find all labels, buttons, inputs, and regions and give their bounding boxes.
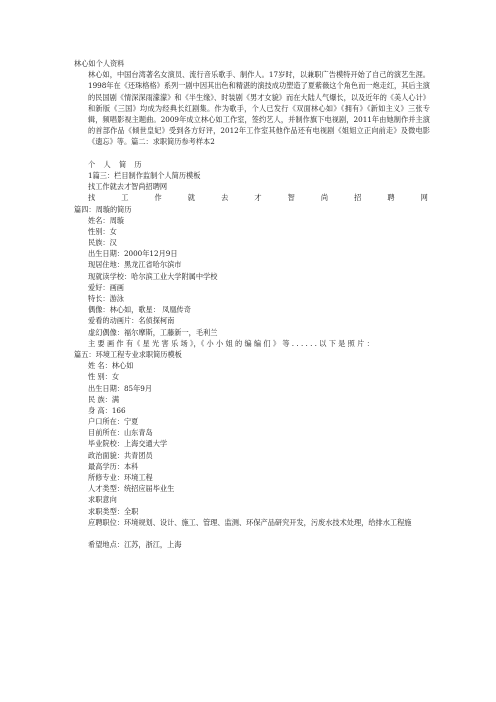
job-site-char: 尚: [320, 193, 329, 203]
profile2-item: 毕业院校：上海交通大学: [88, 439, 168, 449]
job-site-char: 智: [287, 193, 295, 203]
job-site-char: 去: [221, 193, 229, 203]
profile2-item: 民 族：满: [88, 394, 120, 404]
profile1-item: 出生日期：2000年12月9日: [88, 249, 178, 259]
profile1-item: 爱看的动画片：名侦探柯南: [88, 316, 175, 326]
bio-paragraph: 林心如，中国台湾著名女演员、流行音乐歌手、制作人。17岁时，以兼职广告模特开始了自己的演艺生涯。1998年在《还珠格格》系列一剧中因其出色和精湛的演技成功塑造了夏紫薇这个角色而一炮走红，其后主演的民国剧《情深深雨濛濛》和《半生缘》、时装剧《男才女貌》而在大陆人气爆长，以及近年的《美人心计》和新版《三国》均成为经典长红剧集。作为歌手，个人已发行《双面林心如》《拥有》《新如主义》三张专辑，频唱影视主题曲。2009年成立林心如工作室，签约艺人，并制作旗下电视剧，2011年由她制作并主演的首部作品《倾世皇妃》受到各方好评，2012年工作室其他作品还有电视剧《姐姐立正向前走》及微电影《遗忘》等。篇二：求职简历参考样本2: [88, 70, 430, 147]
job-site-char: 招: [354, 193, 362, 203]
profile1-item: 现就读学校：哈尔滨工业大学附属中学校: [88, 271, 218, 281]
desired-position: 应聘职位：环境规划、设计、施工、管理、监测、环保产品研究开发，污废水技术处理，给排水工程施: [88, 517, 412, 527]
profile2-item: 户口所在：宁夏: [88, 417, 139, 427]
job-site-char: 就: [187, 193, 195, 203]
profile1-list: [74, 215, 430, 338]
job-site-char: 找: [88, 193, 96, 203]
profile2-item: 出生日期：85年9月: [88, 383, 153, 393]
desired-location: 希望地点：江苏，浙江，上海: [88, 540, 182, 550]
profile2-item: 求职意向: [88, 495, 117, 505]
profile2-item: 最高学历：本科: [88, 461, 139, 471]
profile1-item: 爱好：画画: [88, 282, 124, 292]
job-site-char: 聘: [387, 193, 395, 203]
profile1-item: 偶像：林心如，歌星： 凤凰传奇: [88, 305, 191, 315]
job-site-char: 工: [121, 193, 129, 203]
profile1-item: 姓名：周璇: [88, 215, 124, 225]
profile2-item: 姓 名：林心如: [88, 361, 134, 371]
profile1-item: 虚幻偶像：福尔摩斯，工藤新一，毛利兰: [88, 327, 218, 337]
job-site-char: 网: [420, 193, 428, 203]
section4-heading: 篇四：周璇的简历: [74, 204, 132, 214]
job-site-spaced: [74, 192, 430, 203]
profile2-item: 身 高：166: [88, 405, 126, 415]
resume-heading: 个 人 简 历: [88, 159, 145, 169]
section1-heading: 1篇三：栏目制作监制个人简历模板: [88, 170, 201, 180]
doc-title: 林心如个人资料: [74, 59, 125, 68]
job-site-line: 找工作就去才智尚招聘网: [88, 182, 168, 192]
profile2-item: 政治面貌：共青团员: [88, 450, 153, 460]
profile1-item: 民族：汉: [88, 238, 117, 248]
job-site-char: 作: [154, 193, 162, 203]
profile1-item: 特长：游泳: [88, 294, 124, 304]
profile2-item: 目前所在：山东青岛: [88, 428, 153, 438]
section5-heading: 篇五：环境工程专业求职简历模板: [74, 349, 182, 359]
works-line: 主 要 画 作 有《 星 光 害 乐 场 》，《 小 小 姐 的 编 编 们 》 等 . . . . . . 以 下 是 照 片 ：: [88, 338, 374, 348]
document-body: [74, 58, 430, 550]
profile2-item: 求职类型：全职: [88, 506, 139, 516]
profile2-item: 人才类型：统招应届毕业生: [88, 484, 175, 494]
profile2-list: [74, 360, 430, 517]
profile2-item: 所修专业：环境工程: [88, 473, 153, 483]
profile2-item: 性 别：女: [88, 372, 120, 382]
profile1-item: 性别：女: [88, 226, 117, 236]
profile1-item: 现居住地：黑龙江省哈尔滨市: [88, 260, 182, 270]
job-site-char: 才: [254, 193, 262, 203]
